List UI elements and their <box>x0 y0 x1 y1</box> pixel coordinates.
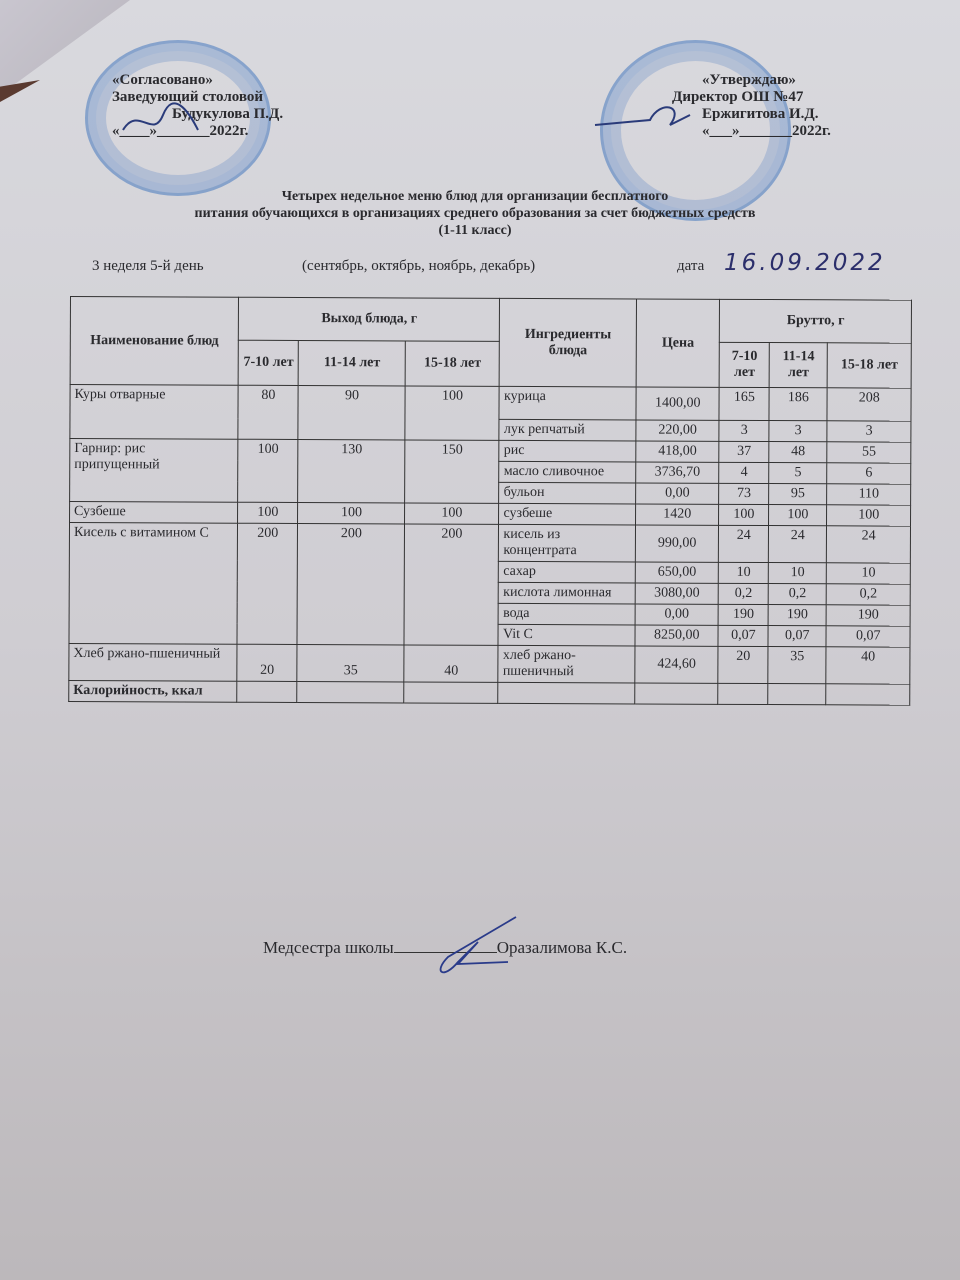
dish-output-7-10: 200 <box>237 523 298 644</box>
ingredient-gross-7-10: 0,07 <box>718 625 768 646</box>
dish-output-15-18: 200 <box>404 524 499 645</box>
table-row <box>69 523 910 564</box>
ingredient-gross-11-14: 0,2 <box>768 584 826 605</box>
calories-cell <box>826 684 910 705</box>
ingredient-gross-11-14: 5 <box>769 463 827 484</box>
ingredient-gross-15-18: 110 <box>827 484 911 505</box>
header-output-11-14: 11-14 лет <box>299 340 406 385</box>
ingredient-gross-7-10: 73 <box>719 483 769 504</box>
ingredient-price: 8250,00 <box>635 625 719 646</box>
header-gross-7-10: 7-10 лет <box>720 342 770 387</box>
ingredient-gross-15-18: 40 <box>826 647 910 684</box>
ingredient-gross-7-10: 165 <box>719 387 769 420</box>
date-label: дата <box>677 258 705 274</box>
calories-cell <box>498 682 635 704</box>
dish-name: Куры отварные <box>70 385 238 440</box>
dish-name: Сузбеше <box>70 502 238 524</box>
ingredient-gross-15-18: 0,07 <box>826 626 910 647</box>
dish-output-7-10: 20 <box>237 644 297 681</box>
ingredient-name: бульон <box>499 482 636 504</box>
months-label: (сентябрь, октябрь, ноябрь, декабрь) <box>302 258 536 274</box>
dish-output-11-14: 130 <box>298 439 405 502</box>
title-line-1: Четырех недельное меню блюд для организации бесплатного <box>281 189 669 204</box>
dish-name: Гарнир: рис припущенный <box>70 439 238 503</box>
ingredient-name: лук репчатый <box>499 419 636 441</box>
ingredient-gross-7-10: 4 <box>719 462 769 483</box>
approval-right-date: «___»_______2022г. <box>702 123 831 139</box>
dish-name: Хлеб ржано-пшеничный <box>69 643 237 681</box>
ingredient-price: 1400,00 <box>636 387 720 420</box>
title-line-3: (1-11 класс) <box>438 223 512 238</box>
dish-output-15-18: 40 <box>404 645 498 682</box>
ingredient-price: 0,00 <box>635 604 719 625</box>
week-day-label: 3 неделя 5-й день <box>92 258 204 274</box>
ingredient-gross-11-14: 100 <box>769 505 827 526</box>
approval-right-heading: «Утверждаю» <box>702 72 796 88</box>
table-row <box>70 385 911 422</box>
table-header-row-1 <box>70 297 911 344</box>
header-gross: Брутто, г <box>720 299 912 343</box>
ingredient-name: вода <box>499 603 636 625</box>
title-line-2: питания обучающихся в организациях среднего образования за счет бюджетных средств <box>194 206 756 221</box>
ingredient-gross-11-14: 10 <box>768 563 826 584</box>
signature-right-icon <box>590 95 700 145</box>
calories-label: Калорийность, ккал <box>69 680 237 702</box>
ingredient-gross-11-14: 0,07 <box>768 626 826 647</box>
dish-output-11-14: 90 <box>298 385 405 439</box>
ingredient-name: сахар <box>499 561 636 583</box>
ingredient-gross-7-10: 3 <box>719 420 769 441</box>
ingredient-price: 650,00 <box>635 562 719 583</box>
header-price: Цена <box>636 299 720 387</box>
ingredient-name: масло сливочное <box>499 461 636 483</box>
dish-name: Кисель с витамином С <box>69 523 238 645</box>
ingredient-gross-11-14: 3 <box>769 421 827 442</box>
approval-left-heading: «Согласовано» <box>112 72 213 88</box>
ingredient-gross-15-18: 100 <box>827 505 911 526</box>
header-dish-name: Наименование блюд <box>70 297 239 386</box>
header-output-15-18: 15-18 лет <box>405 341 499 386</box>
dish-output-15-18: 100 <box>405 503 499 524</box>
dish-output-7-10: 100 <box>238 439 299 502</box>
approval-left-position: Заведующий столовой <box>112 89 264 105</box>
nurse-name: Оразалимова К.С. <box>496 938 628 957</box>
ingredient-price: 424,60 <box>635 646 719 683</box>
signature-left-icon <box>118 100 208 145</box>
ingredient-gross-7-10: 37 <box>719 441 769 462</box>
ingredient-gross-15-18: 6 <box>827 463 911 484</box>
ingredient-gross-7-10: 20 <box>718 646 768 683</box>
table-row <box>69 643 910 684</box>
ingredient-name: курица <box>499 386 636 420</box>
calories-cell <box>635 683 719 704</box>
calories-row <box>69 680 910 705</box>
calories-cell <box>404 682 498 703</box>
ingredient-gross-7-10: 0,2 <box>719 583 769 604</box>
ingredient-price: 220,00 <box>636 420 720 441</box>
ingredient-gross-11-14: 48 <box>769 442 827 463</box>
ingredient-gross-7-10: 190 <box>719 604 769 625</box>
ingredient-gross-7-10: 24 <box>719 525 769 562</box>
dish-output-11-14: 100 <box>298 502 405 523</box>
ingredient-gross-7-10: 100 <box>719 504 769 525</box>
ingredient-price: 1420 <box>635 504 719 525</box>
ingredient-name: сузбеше <box>499 503 636 525</box>
ingredient-gross-15-18: 190 <box>826 605 910 626</box>
ingredient-name: кислота лимонная <box>499 582 636 604</box>
ingredient-gross-7-10: 10 <box>719 562 769 583</box>
ingredient-name: кисель из концентрата <box>499 524 636 562</box>
ingredient-gross-15-18: 10 <box>827 563 911 584</box>
calories-cell <box>297 681 404 702</box>
menu-table <box>68 296 912 706</box>
ingredient-gross-15-18: 0,2 <box>827 584 911 605</box>
ingredient-name: хлеб ржано-пшеничный <box>498 645 635 683</box>
ingredient-price: 3736,70 <box>636 462 720 483</box>
ingredient-price: 3080,00 <box>635 583 719 604</box>
approval-right-name: Ержигитова И.Д. <box>702 106 819 122</box>
ingredient-price: 418,00 <box>636 441 720 462</box>
calories-cell <box>718 683 768 704</box>
table-row <box>70 439 911 464</box>
ingredient-gross-11-14: 95 <box>769 484 827 505</box>
ingredient-gross-15-18: 24 <box>827 526 911 563</box>
ingredient-name: Vit C <box>498 624 635 646</box>
ingredient-price: 990,00 <box>635 525 719 562</box>
dish-output-15-18: 150 <box>405 440 499 503</box>
header-output-7-10: 7-10 лет <box>238 340 298 385</box>
date-value: 16.09.2022 <box>724 250 886 276</box>
header-gross-15-18: 15-18 лет <box>827 343 911 388</box>
calories-cell <box>768 684 826 705</box>
ingredient-gross-15-18: 55 <box>827 442 911 463</box>
approval-left-date: «____»_______2022г. <box>112 123 249 139</box>
calories-cell <box>237 681 297 702</box>
signature-nurse-icon <box>428 912 523 982</box>
ingredient-gross-11-14: 24 <box>769 526 827 563</box>
ingredient-gross-11-14: 35 <box>768 647 826 684</box>
ingredient-gross-15-18: 3 <box>827 421 911 442</box>
header-gross-11-14: 11-14 лет <box>769 343 827 388</box>
dish-output-11-14: 35 <box>297 644 404 681</box>
header-ingredients: Ингредиенты блюда <box>500 298 637 387</box>
dish-output-7-10: 80 <box>238 385 299 439</box>
dish-output-15-18: 100 <box>405 386 499 440</box>
dish-output-7-10: 100 <box>238 502 298 523</box>
approval-left-name: Будукулова П.Д. <box>172 106 284 122</box>
document-title <box>100 188 850 239</box>
approval-right-position: Директор ОШ №47 <box>672 89 804 105</box>
header-output: Выход блюда, г <box>238 297 499 341</box>
dish-output-11-14: 200 <box>297 523 404 644</box>
ingredient-price: 0,00 <box>636 483 720 504</box>
ingredient-gross-11-14: 186 <box>769 388 827 421</box>
ingredient-gross-15-18: 208 <box>827 388 911 421</box>
nurse-role: Медсестра школы <box>263 938 394 957</box>
ingredient-name: рис <box>499 440 636 462</box>
ingredient-gross-11-14: 190 <box>768 605 826 626</box>
